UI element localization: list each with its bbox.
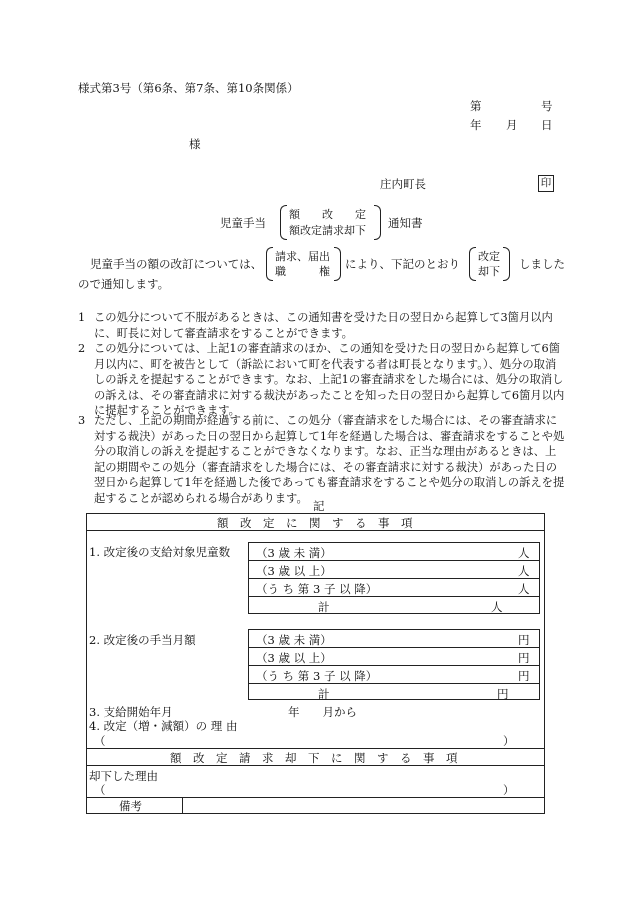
intro-part-1: 児童手当の額の改訂については、 bbox=[90, 257, 263, 271]
intro-bracket-b-right bbox=[503, 247, 510, 281]
intro-line-2: ので通知します。 bbox=[78, 277, 170, 291]
title-bracket-right bbox=[374, 205, 381, 240]
item-2-row-unit: 円 bbox=[518, 669, 530, 683]
intro-option-a1: 請求、届出 bbox=[275, 250, 330, 263]
item-3-value: 年 月から bbox=[288, 705, 357, 719]
title-option-1: 額 改 定 bbox=[289, 208, 366, 221]
reject-paren-open: （ bbox=[94, 783, 106, 797]
notice-3: 3 ただし、上記の期間が経過する前に、この処分（審査請求をした場合には、その審査請求に対する裁決）があった日の翌日から起算して1年を経過した場合は、審査請求をすることや処分の取消しの訴えを提起することができなくなります。なお、正当な理由があるときは、上記の期間やこの処分（審査請求をした場合には、その審査請求に対する裁決）があった日の翌日から起算して1年を経過した後であっても審査請求をすることや処分の取消しの訴えを提起することが認められる場合があります。 bbox=[78, 414, 565, 505]
sender: 庄内町長 bbox=[380, 177, 426, 191]
item-1-row-unit: 人 bbox=[518, 564, 530, 578]
intro-bracket-a-right bbox=[334, 247, 341, 281]
reject-paren-close: ） bbox=[503, 783, 515, 797]
remarks-label: 備考 bbox=[119, 799, 142, 813]
title-bracket-left bbox=[280, 205, 287, 240]
item-1-row-unit: 人 bbox=[518, 546, 530, 560]
intro-option-a2: 職 権 bbox=[275, 265, 330, 278]
intro-part-3: しました bbox=[519, 257, 565, 271]
title-option-2: 額改定請求却下 bbox=[289, 224, 366, 237]
title-suffix: 通知書 bbox=[388, 216, 423, 230]
date-month: 月 bbox=[506, 118, 518, 132]
item-1-row-label: （3 歳 以 上） bbox=[256, 564, 332, 578]
item-4-paren-close: ） bbox=[503, 734, 515, 748]
section-1-title: 額 改 定 に 関 す る 事 項 bbox=[217, 516, 413, 530]
notice-2: 2 この処分については、上記1の審査請求のほか、この通知を受けた日の翌日から起算して6箇月以内に、町を被告として（訴訟において町を代表する者は町長となります。）、処分の取消しの訴えを提起することができます。なお、上記1の審査請求をした場合には、処分の取消しの訴えは、その審査請求に対する裁決があったことを知った日の翌日から起算して6箇月以内に提起することができます。 bbox=[78, 342, 565, 418]
item-2-row-label: （3 歳 以 上） bbox=[256, 651, 332, 665]
date-day: 日 bbox=[541, 118, 553, 132]
number-go: 号 bbox=[541, 99, 553, 113]
item-1-total-unit: 人 bbox=[491, 600, 503, 614]
item-4-label: 4. 改定（増・減額）の 理 由 bbox=[89, 719, 238, 733]
item-1-total-label: 計 bbox=[318, 600, 330, 614]
addressee: 様 bbox=[189, 137, 201, 151]
item-2-row-label: （3 歳 未 満） bbox=[256, 633, 332, 647]
notice-1: 1 この処分について不服があるときは、この通知書を受けた日の翌日から起算して3箇月以内に、町長に対して審査請求をすることができます。 bbox=[78, 311, 553, 340]
item-1-label: 1. 改定後の支給対象児童数 bbox=[89, 545, 231, 559]
intro-part-2: により、下記のとおり bbox=[345, 257, 460, 271]
item-1-row-label: （う ち 第 3 子 以 降） bbox=[256, 582, 378, 596]
reject-reason-label: 却下した理由 bbox=[89, 769, 158, 783]
title-prefix: 児童手当 bbox=[220, 216, 266, 230]
ki-label: 記 bbox=[313, 499, 325, 513]
form-label: 様式第3号（第6条、第7条、第10条関係） bbox=[78, 81, 299, 95]
intro-option-b2: 却下 bbox=[478, 265, 500, 278]
number-dai: 第 bbox=[470, 99, 482, 113]
item-2-label: 2. 改定後の手当月額 bbox=[89, 633, 196, 647]
item-2-row-unit: 円 bbox=[518, 651, 530, 665]
intro-option-b1: 改定 bbox=[478, 250, 500, 263]
section-2-title: 額 改 定 請 求 却 下 に 関 す る 事 項 bbox=[170, 751, 458, 765]
item-4-paren-open: （ bbox=[94, 734, 106, 748]
item-3-label: 3. 支給開始年月 bbox=[89, 705, 173, 719]
seal-mark: 印 bbox=[538, 175, 554, 192]
date-year: 年 bbox=[470, 118, 482, 132]
item-2-row-label: （う ち 第 3 子 以 降） bbox=[256, 669, 378, 683]
item-2-total-unit: 円 bbox=[497, 687, 509, 701]
item-1-row-unit: 人 bbox=[518, 582, 530, 596]
item-2-row-unit: 円 bbox=[518, 633, 530, 647]
intro-bracket-a-left bbox=[266, 247, 273, 281]
item-2-total-label: 計 bbox=[318, 687, 330, 701]
item-1-row-label: （3 歳 未 満） bbox=[256, 546, 332, 560]
intro-bracket-b-left bbox=[469, 247, 476, 281]
